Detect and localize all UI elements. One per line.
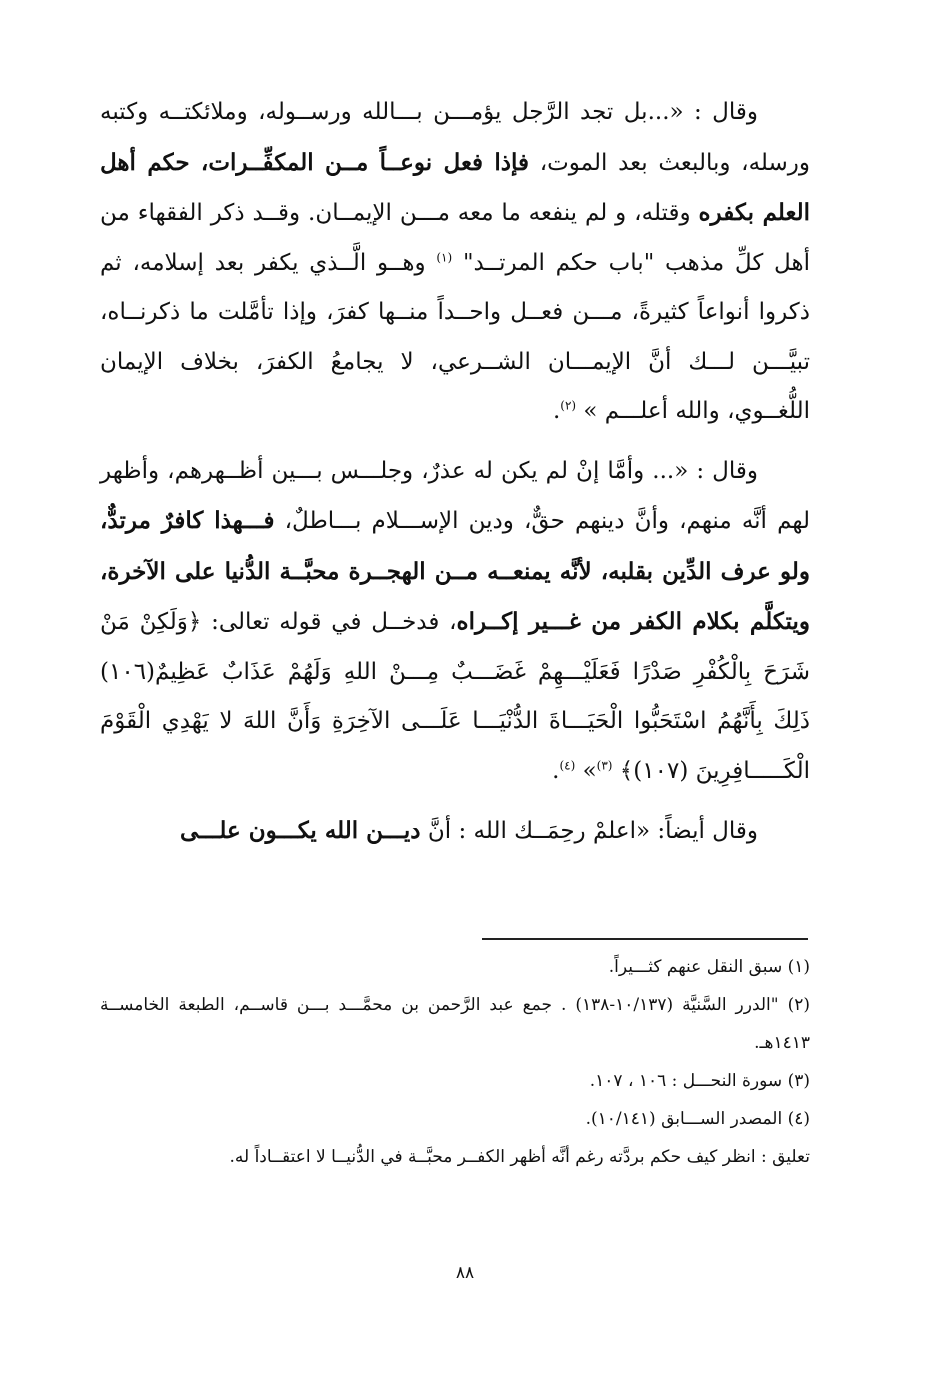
p1-seg-1-bold: فإذا فعل نوعــاً مــن المكفِّــرات، حكم أهل العلم بكفره	[100, 148, 810, 226]
p3-seg-1-bold: ديـــن الله يكـــون علـــى	[180, 817, 421, 844]
footnote-ref-2: (٢)	[560, 398, 577, 413]
p2-seg-0: وقال : «... وأمَّا إنْ لم يكن له عذرٌ، وجلـــس بـــين أظــهرهم، وأظهر لهم أنَّه منهم، وأنَّ دينهم حقٌّ، ودين الإســـلام بـــاطلٌ،	[100, 457, 810, 534]
footnote-4: (٤) المصدر الســـابق (١٠/١٤١).	[585, 1109, 810, 1129]
footnotes	[100, 948, 810, 1176]
p1-seg-4: وهــو الَّــذي يكفر بعد إسلامه، ثم ذكروا أنواعاً كثيرةً، مـــن فعــل واحــداً منــها كفرَ، وإذا تأمَّلت ما ذكرنــاه، تبيَّـــن لـــك أنَّ الإيمـــان الشــرعي، لا يجامعُ الكفرَ، بخلاف الإيمان اللُّغــوي، والله أعلـــم »	[100, 249, 810, 424]
p2-seg-6: .	[552, 757, 560, 784]
footnote-divider	[482, 938, 808, 940]
main-text	[100, 88, 810, 857]
p2-seg-4: »	[575, 757, 597, 784]
footnote-ref-4: (٤)	[559, 757, 576, 772]
p1-seg-2: وقتله، و لم ينفعه ما معه مـــن الإيمــان. وقــد ذكر الفقهاء من أهل كلِّ مذهب "باب حكم المرتــد"	[100, 200, 810, 276]
p1-seg-0: وقال : «...بل تجد الرَّجل يؤمـــن بـــالله ورســوله، وملائكتــه وكتبه ورسله، وبالبعث بعد الموت،	[100, 99, 810, 176]
p2-seg-2: ، فدخــل في قوله تعالى: ﴿وَلَكِنْ مَنْ شَرَحَ بِالْكُفْرِ صَدْرًا فَعَلَيْـــهِمْ غَضَـــبٌ مِـــنْ اللهِ وَلَهُمْ عَذَابٌ عَظِيمٌ(١٠٦) ذَلِكَ بِأَنَّهُمُ اسْتَحَبُّوا الْحَيَـــاةَ الدُّنْيَـــا عَلَـــى الآخِرَةِ وَأَنَّ اللهَ لا يَهْدِي الْقَوْمَ الْكَـــــافِرِينَ (١٠٧)﴾	[100, 609, 810, 784]
page-number: ٨٨	[455, 1263, 475, 1283]
footnote-comment: تعليق : انظر كيف حكم بردَّته رغم أنَّه أظهر الكفــر محبَّــة في الدُّنيــا لا اعتقــاداً له.	[229, 1147, 810, 1167]
paragraph-2	[100, 447, 810, 797]
footnote-1: (١) سبق النقل عنهم كثـــيراً.	[608, 957, 810, 977]
p1-seg-6: .	[552, 398, 561, 424]
p2-seg-1-bold: فـــهذا كافرٌ مرتدٌّ، ولو عرف الدِّين بقلبه، لأنَّه يمنعــه مــن الهجــرة محبَّــة الدُّنيا على الآخرة، ويتكلَّم بكلام الكفر من غـــير إكــراه	[100, 507, 810, 635]
footnote-3: (٣) سورة النحـــل : ١٠٦ ، ١٠٧.	[589, 1071, 810, 1091]
footnote-ref-3: (٣)	[596, 757, 613, 772]
footnote-ref-1: (١)	[436, 249, 453, 264]
footnote-2: (٢) "الدرر السَّنيَّة (١٠/١٣٧-١٣٨) . جمع عبد الرَّحمن بن محمَّـــد بـــن قاســم، الطبعة الخامســة ١٤١٣هـ.	[100, 995, 810, 1053]
paragraph-3	[100, 806, 810, 857]
paragraph-1	[100, 88, 810, 437]
p3-seg-0: وقال أيضاً: «اعلمْ رحِمَــك الله : أنَّ	[420, 818, 758, 844]
